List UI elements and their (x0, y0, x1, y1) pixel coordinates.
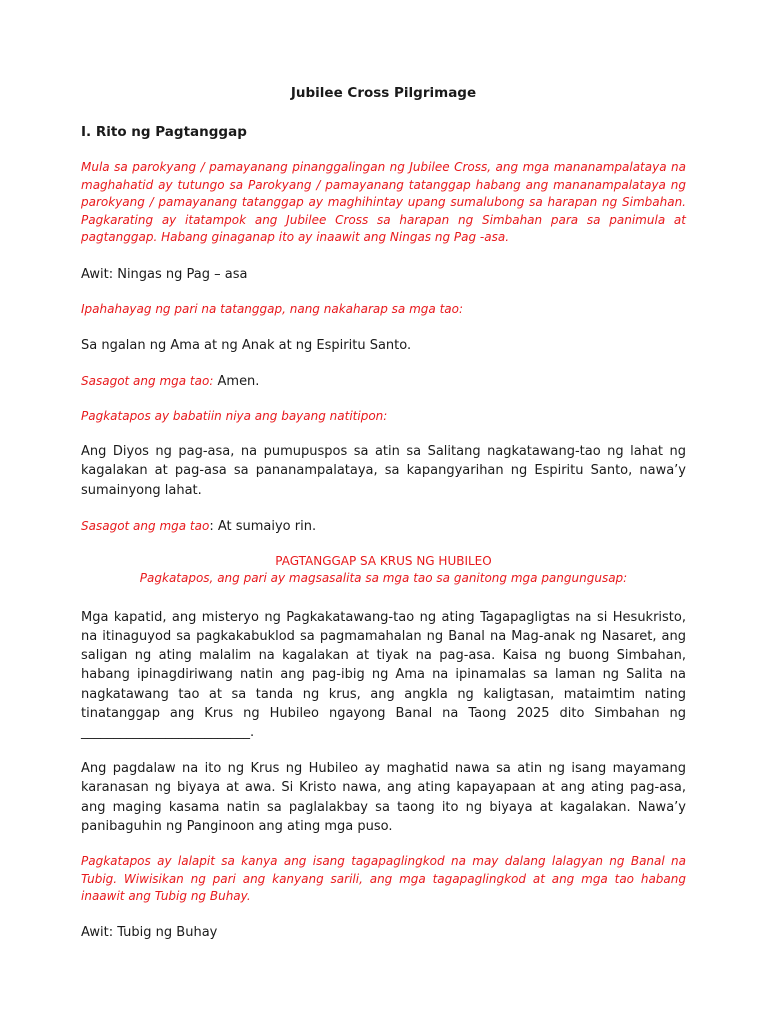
rubric-greeting: Pagkatapos ay babatiin niya ang bayang natitipon: (81, 408, 388, 423)
song-1: Awit: Ningas ng Pag – asa (81, 266, 248, 282)
address-paragraph-2: Ang pagdalaw na ito ng Krus ng Hubileo ay maghatid nawa sa atin ng isang mayamang karanasan ng biyaya at awa. Si Kristo nawa, ang ating kapayapaan at ang ating pag-asa, ang maging kasama natin sa paglalakbay sa taong ito ng biyaya at kagalakan. Nawa’y panibaguhin ng Panginoon ang ating mga puso. (81, 761, 686, 834)
response-1-label: Sasagot ang mga tao: (81, 373, 214, 388)
rubric-water: Pagkatapos ay lalapit sa kanya ang isang tagapaglingkod na may dalang lalagyan ng Banal na Tubig. Wiwisikan ng pari ang kanyang sarili, ang mga tagapaglingkod at ang mga tao habang inaawit ang Tubig ng Buhay. (81, 854, 686, 904)
response-2-text: : At sumaiyo rin. (209, 518, 317, 534)
document-content (81, 84, 686, 942)
intro-rubric: Mula sa parokyang / pamayanang pinanggalingan ng Jubilee Cross, ang mga mananampalataya na maghahatid ay tutungo sa Parokyang / pamayanang tatanggap habang ang mananampalataya ng parokyang / pamayanang tatanggap ay maghihintay upang sumalubong sa harapan ng Simbahan. Pagkarating ay itatampok ang Jubilee Cross sa harapan ng Simbahan para sa panimula at pagtanggap. Habang ginaganap ito ay inaawit ang Ningas ng Pag -asa. (81, 160, 686, 245)
reception-heading: PAGTANGGAP SA KRUS NG HUBILEO (275, 553, 492, 568)
document-title: Jubilee Cross Pilgrimage (290, 85, 477, 101)
response-2-label: Sasagot ang mga tao (81, 518, 210, 533)
section-heading: I. Rito ng Pagtanggap (81, 124, 247, 140)
rubric-priest-proclaims: Ipahahayag ng pari na tatanggap, nang nakaharap sa mga tao: (81, 301, 464, 316)
response-1 (81, 372, 686, 391)
reception-subheading: Pagkatapos, ang pari ay magsasalita sa mga tao sa ganitong mga pangungusap: (139, 570, 628, 585)
greeting-paragraph: Ang Diyos ng pag-asa, na pumupuspos sa atin sa Salitang nagkatawang-tao ng lahat ng kagalakan at pag-asa sa pananampalataya, sa kapangyarihan ng Espiritu Santo, nawa’y sumainyong lahat. (81, 444, 686, 498)
address-paragraph-1: Mga kapatid, ang misteryo ng Pagkakatawang-tao ng ating Tagapagligtas na si Hesukristo, na itinaguyod sa pagkakabuklod sa pagmamahalan ng Banal na Mag-anak ng Nasaret, ang saligan ng ating malalim na kagalakan at tiyak na pag-asa. Kaisa ng buong Simbahan, habang ipinagdiriwang natin ang pag-ibig ng Ama na ipinamalas sa laman ng Salita na nagkatawang tao at sa tanda ng krus, ang angkla ng kaligtasan, mataimtim nating tinatanggap ang Krus ng Hubileo ngayong Banal na Taong 2025 dito Simbahan ng __________________________. (81, 609, 686, 740)
response-2 (81, 517, 686, 536)
sign-of-cross: Sa ngalan ng Ama at ng Anak at ng Espiritu Santo. (81, 337, 412, 353)
song-2: Awit: Tubig ng Buhay (81, 924, 218, 940)
response-1-text: Amen. (213, 373, 260, 389)
